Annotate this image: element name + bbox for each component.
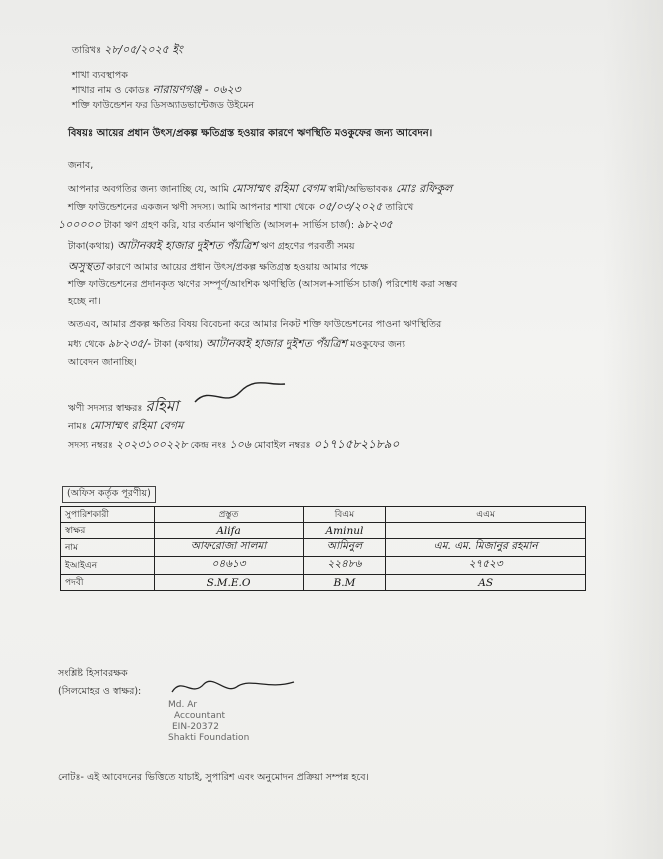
accountant-label: সংশ্লিষ্ট হিসাবরক্ষক xyxy=(58,668,128,679)
body-line-7: হচ্ছে না। xyxy=(68,296,101,307)
stamp-line: Accountant xyxy=(174,711,226,721)
body-line-3 xyxy=(58,219,393,232)
table-cell: B.M xyxy=(303,575,386,591)
date-value: ২৮/০৫/২০২৫ ইং xyxy=(104,43,183,56)
table-cell: ২২৪৮৬ xyxy=(303,557,386,575)
body-line-4 xyxy=(68,240,355,253)
row-label: স্বাক্ষর xyxy=(61,523,155,539)
table-header-cell: সুপারিশকারী xyxy=(61,507,155,523)
table-cell: এম. এম. মিজানুর রহমান xyxy=(386,539,586,557)
body-line-1 xyxy=(68,183,452,196)
row-label: ইআইএন xyxy=(61,557,155,575)
request-line-3: আবেদন জানাচ্ছি। xyxy=(68,357,137,368)
organization-line: শক্তি ফাউন্ডেশন ফর ডিসঅ্যাডভান্টেজড উইমেন xyxy=(72,100,255,111)
center-value: ১০৬ xyxy=(229,438,251,451)
balance-words-handwritten: আটানব্বই হাজার দুইশত পঁয়ত্রিশ xyxy=(116,239,258,252)
date-row xyxy=(72,44,183,57)
branch-label: শাখার নাম ও কোডঃ xyxy=(72,85,150,96)
member-name-label: নামঃ xyxy=(68,421,87,432)
table-cell: Alifa xyxy=(154,523,303,539)
body-line-6: শক্তি ফাউন্ডেশনের প্রদানকৃত ঋণের সম্পূর্ণ/আংশিক ঋণস্থিতি (আসল+সার্ভিস চার্জ) পরিশোধ করা সম্ভব xyxy=(68,279,458,290)
table-row xyxy=(61,575,586,591)
date-label: তারিখঃ xyxy=(72,45,102,56)
mobile-value: ০১৭১৫৮২১৮৯০ xyxy=(313,437,400,451)
member-signature: রহিমা xyxy=(145,397,179,415)
body-text: টাকা (কথায়) xyxy=(154,339,203,350)
branch-row xyxy=(72,84,241,97)
loan-date-handwritten: ০৫/০৩/২০২৫ xyxy=(317,200,383,213)
body-text: মধ্য থেকে xyxy=(68,339,105,350)
row-label: পদবী xyxy=(61,575,155,591)
table-cell: আমিনুল xyxy=(303,539,386,557)
guardian-handwritten: মোঃ রফিকুল xyxy=(395,182,453,195)
row-label: নাম xyxy=(61,539,155,557)
waiver-words-handwritten: আটানব্বই হাজার দুইশত পঁয়ত্রিশ xyxy=(206,337,348,350)
stamp-line: Md. Ar xyxy=(168,700,198,710)
branch-value: নারায়ণগঞ্জ - ০৬২৩ xyxy=(152,83,241,96)
member-number-value: ২০২৩১০০২২৮ xyxy=(115,438,188,451)
table-cell: Aminul xyxy=(303,523,386,539)
waiver-amount-handwritten: ৯৮২৩৫/- xyxy=(107,337,152,350)
accountant-seal-label: (সিলমোহর ও স্বাক্ষর): xyxy=(58,686,142,697)
member-name-value: মোসাম্মৎ রহিমা বেগম xyxy=(89,419,184,432)
body-text: ঋণ গ্রহণের পরবর্তী সময় xyxy=(261,241,355,252)
member-number-label: সদস্য নম্বরঃ xyxy=(68,440,113,451)
center-label: কেন্দ্র নংঃ xyxy=(190,440,227,451)
member-name-row xyxy=(68,420,183,433)
table-header-row xyxy=(61,507,586,523)
accountant-stamp xyxy=(168,700,249,744)
request-line-2 xyxy=(68,338,405,351)
office-use-label: (অফিস কর্তৃক পূরণীয়) xyxy=(62,486,156,503)
table-cell: S.M.E.O xyxy=(154,575,303,591)
balance-handwritten: ৯৮২৩৫ xyxy=(357,218,393,231)
table-cell: ২৭৫২৩ xyxy=(386,557,586,575)
table-row xyxy=(61,539,586,557)
mobile-label: মোবাইল নম্বরঃ xyxy=(253,440,311,451)
member-name-handwritten: মোসাম্মৎ রহিমা বেগম xyxy=(231,182,326,195)
signature-stroke-icon xyxy=(190,380,290,410)
salutation: জনাব, xyxy=(68,160,94,171)
loan-amount-handwritten: ১০০০০০ xyxy=(58,218,101,231)
stamp-line: Shakti Foundation xyxy=(168,733,250,743)
member-contact-row xyxy=(68,438,399,452)
body-text: টাকা ঋণ গ্রহণ করি, যার বর্তমান ঋণস্থিতি (আসল+ সার্ভিস চার্জ): xyxy=(103,220,355,231)
table-cell: আফরোজা সালমা xyxy=(154,539,303,557)
member-signature-row xyxy=(68,397,179,415)
subject-line: বিষয়ঃ আয়ের প্রধান উৎস/প্রকল্প ক্ষতিগ্রস্ত হওয়ার কারণে ঋণস্থিতি মওকুফের জন্য আবেদন। xyxy=(68,128,433,139)
addressee: শাখা ব্যবস্থাপক xyxy=(72,70,128,81)
body-line-2 xyxy=(68,201,413,214)
table-cell xyxy=(386,523,586,539)
body-text: স্বামী/অভিভাবকঃ xyxy=(328,184,393,195)
body-text: মওকুফের জন্য xyxy=(350,339,405,350)
body-text: তারিখে xyxy=(385,202,414,213)
scan-shadow xyxy=(603,0,663,859)
body-text: আপনার অবগতির জন্য জানাচ্ছি যে, আমি xyxy=(68,184,229,195)
reason-handwritten: অসুস্থতা xyxy=(68,260,104,273)
stamp-line: EIN-20372 xyxy=(172,722,219,732)
office-approval-table xyxy=(60,506,586,591)
table-cell: ০৪৬১৩ xyxy=(154,557,303,575)
table-row xyxy=(61,557,586,575)
body-line-5 xyxy=(68,261,368,274)
body-text: শক্তি ফাউন্ডেশনের একজন ঋণী সদস্য। আমি আপনার শাখা থেকে xyxy=(68,202,315,213)
table-cell: AS xyxy=(386,575,586,591)
request-line-1: অতএব, আমার প্রকল্প ক্ষতির বিষয় বিবেচনা করে আমার নিকট শক্তি ফাউন্ডেশনের পাওনা ঋণস্থিতির xyxy=(68,319,442,330)
table-header-cell: প্রস্তুত xyxy=(154,507,303,523)
accountant-signature-icon xyxy=(168,672,298,702)
table-row xyxy=(61,523,586,539)
body-text: কারণে আমার আয়ের প্রধান উৎস/প্রকল্প ক্ষতিগ্রস্ত হওয়ায় আমার পক্ষে xyxy=(106,262,368,273)
table-header-cell: এএম xyxy=(386,507,586,523)
footer-note: নোটঃ- এই আবেদনের ভিত্তিতে যাচাই, সুপারিশ এবং অনুমোদন প্রক্রিয়া সম্পন্ন হবে। xyxy=(58,772,369,783)
table-header-cell: বিএম xyxy=(303,507,386,523)
body-text: টাকা(কথায়) xyxy=(68,241,114,252)
member-signature-label: ঋণী সদস্যর স্বাক্ষরঃ xyxy=(68,403,143,414)
